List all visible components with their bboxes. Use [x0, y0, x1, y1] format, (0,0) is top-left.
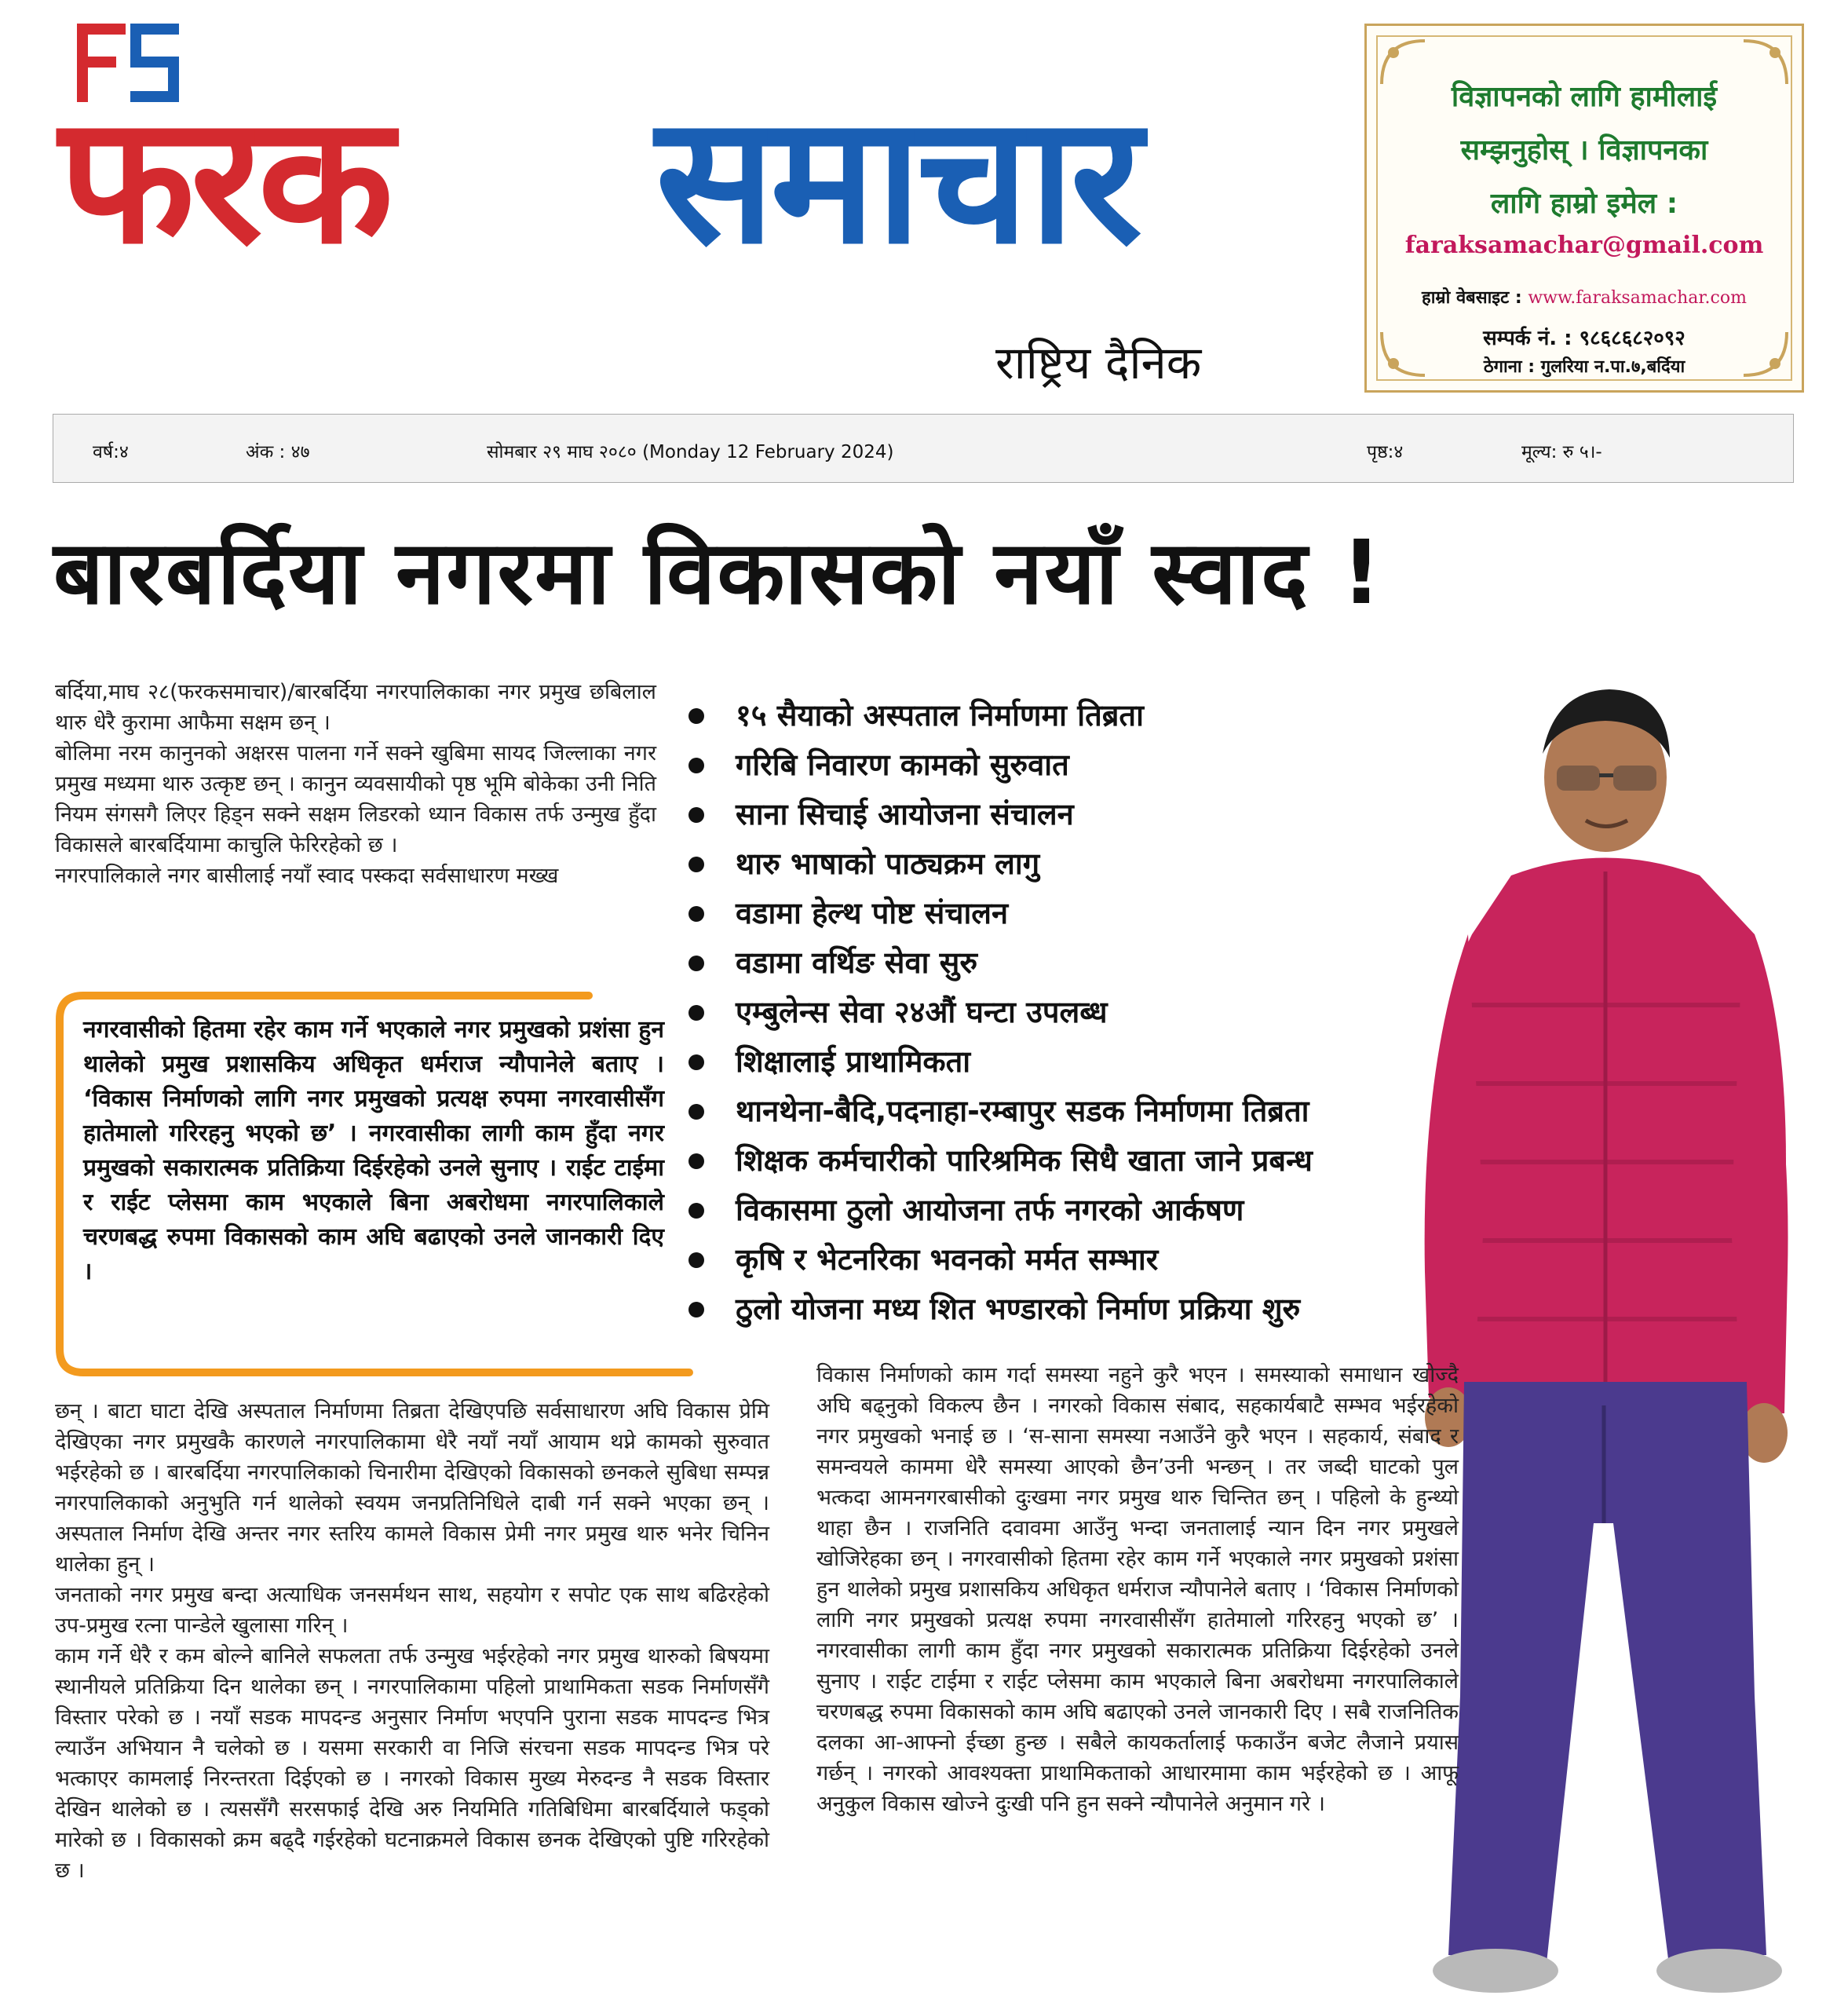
bullet-icon — [688, 708, 704, 724]
pull-quote-box — [55, 991, 693, 1377]
list-item-text: वडामा हेल्थ पोष्ट संचालन — [736, 896, 1009, 930]
ad-contact: सम्पर्क नं. : ९८६८६८२०९२ — [1483, 327, 1685, 350]
article-right-column — [816, 1360, 1459, 1819]
list-item — [687, 691, 1472, 740]
list-item-text: कृषि र भेटनरिका भवनको मर्मत सम्भार — [736, 1242, 1159, 1277]
page-number: पृष्ठ:४ — [1367, 442, 1404, 462]
bullet-icon — [688, 758, 704, 773]
intro-column — [55, 677, 656, 891]
bullet-icon — [688, 857, 704, 872]
article-left-column — [55, 1396, 769, 1886]
ad-line-1: विज्ञापनको लागि हामीलाई — [1451, 81, 1718, 113]
price: मूल्य: रु ५।- — [1521, 442, 1602, 462]
article-paragraph: जनताको नगर प्रमुख बन्दा अत्याधिक जनसर्मथन साथ, सहयोग र सपोट एक साथ बढिरहेको उप-प्रमुख रत्ना पान्डेले खुलासा गरिन् । — [55, 1583, 769, 1638]
list-item-text: वडामा वर्थिङ सेवा सुरु — [736, 945, 978, 980]
ad-website-link[interactable]: www.faraksamachar.com — [1528, 288, 1747, 308]
mayor-photo — [1417, 675, 1794, 2002]
article-paragraph: काम गर्ने धेरै र कम बोल्ने बानिले सफलता तर्फ उन्मुख भईरहेको नगर प्रमुख थारुको बिषयमा स्थानीयले प्रतिक्रिया दिन थालेका छन् । नगरपालिकामा पहिलो प्राथामिकता सडक निर्माणसँगै विस्तार परेको छ । नयाँ सडक मापदन्ड अनुसार निर्माण भएपनि पुराना सडक मापदन्ड भित्र ल्याउँन अभियान नै चलेको छ । यसमा सरकारी वा निजि संरचना सडक मापदन्ड भित्र परे भत्काएर कामलाई निरन्तरता दिईएको छ । नगरको विकास मुख्य मेरुदन्ड नै सडक विस्तार देखिन थालेको छ । त्यससँगै सरसफाई देखि अरु नियमिति गतिबिधिमा बारबर्दियाले फड्को मारेको छ । विकासको क्रम बढ्दै गईरहेको घटनाक्रमले विकास छनक देखिएको पुष्टि गरिरहेको छ । — [55, 1644, 769, 1883]
issue-info-bar — [53, 414, 1794, 483]
list-item — [687, 1186, 1472, 1235]
list-item-text: शिक्षालाई प्राथामिकता — [736, 1044, 971, 1079]
intro-paragraph: बर्दिया,माघ २८(फरकसमाचार)/बारबर्दिया नगरपालिकाका नगर प्रमुख छबिलाल थारु धेरै कुरामा आफैमा सक्षम छन् । — [55, 680, 656, 735]
list-item — [687, 1136, 1472, 1186]
headline: बारबर्दिया नगरमा विकासको नयाँ स्वाद ! — [53, 522, 1383, 624]
bullet-icon — [688, 1153, 704, 1169]
list-item — [687, 988, 1472, 1037]
list-item-text: विकासमा ठुलो आयोजना तर्फ नगरको आर्कषण — [736, 1193, 1244, 1227]
list-item — [687, 790, 1472, 839]
bullet-icon — [688, 807, 704, 823]
list-item-text: साना सिचाई आयोजना संचालन — [736, 797, 1074, 831]
intro-paragraph: नगरपालिकाले नगर बासीलाई नयाँ स्वाद पस्कदा सर्वसाधारण मख्ख — [55, 864, 559, 888]
ad-line-3: लागि हाम्रो इमेल : — [1490, 188, 1678, 220]
issue-number: अंक : ४७ — [246, 442, 310, 462]
bullet-icon — [688, 956, 704, 971]
bullet-icon — [688, 1005, 704, 1021]
list-item — [687, 1087, 1472, 1136]
ad-line-2: सम्झनुहोस् । विज्ञापनका — [1460, 134, 1708, 166]
list-item — [687, 1037, 1472, 1087]
list-item-text: थानथेना-बैदि,पदनाहा-रम्बापुर सडक निर्माणमा तिब्रता — [736, 1094, 1309, 1128]
highlights-list — [687, 691, 1472, 1334]
list-item — [687, 889, 1472, 938]
bullet-icon — [688, 1104, 704, 1120]
bullet-icon — [688, 1054, 704, 1070]
masthead-title-red: फरक — [59, 78, 389, 283]
bullet-icon — [688, 1302, 704, 1317]
ad-email[interactable]: faraksamachar@gmail.com — [1404, 232, 1764, 259]
bullet-icon — [688, 906, 704, 922]
issue-year: वर्ष:४ — [93, 442, 129, 462]
list-item-text: १५ सैयाको अस्पताल निर्माणमा तिब्रता — [736, 698, 1144, 733]
list-item — [687, 1285, 1472, 1334]
ad-website-label: हाम्रो वेबसाइट : — [1422, 288, 1522, 308]
list-item-text: गरिबि निवारण कामको सुरुवात — [736, 747, 1069, 782]
ad-address: ठेगाना : गुलरिया न.पा.७,बर्दिया — [1483, 357, 1685, 377]
list-item — [687, 938, 1472, 988]
advertisement-box — [1364, 24, 1804, 393]
ad-website-row — [1367, 285, 1802, 309]
list-item — [687, 740, 1472, 790]
intro-paragraph: बोलिमा नरम कानुनको अक्षरस पालना गर्ने सक्ने खुबिमा सायद जिल्लाका नगर प्रमुख मध्यमा थारु उत्कृष्ट छन् । कानुन व्यवसायीको पृष्ठ भूमि बोकेका उनी निति नियम संगसगै लिएर हिड्न सक्ने सक्षम लिडरको ध्यान विकास तर्फ उन्मुख हुँदा विकासले बारबर्दियामा काचुलि फेरिरहेको छ । — [55, 741, 656, 857]
list-item — [687, 839, 1472, 889]
list-item-text: एम्बुलेन्स सेवा २४औं घन्टा उपलब्ध — [736, 995, 1108, 1029]
issue-date: सोमबार २९ माघ २०८० (Monday 12 February 2024) — [487, 442, 894, 462]
bullet-icon — [688, 1252, 704, 1268]
list-item-text: थारु भाषाको पाठ्यक्रम लागु — [736, 846, 1040, 881]
article-paragraph: विकास निर्माणको काम गर्दा समस्या नहुने कुरै भएन । समस्याको समाधान खोज्दै अघि बढ्नुको विकल्प छैन । नगरको विकास संबाद, सहकार्यबाटै सम्भव भईरहेको नगर प्रमुखको भनाई छ । ‘स-साना समस्या नआउँने कुरै भएन । सहकार्य, संबाद र समन्वयले काममा धेरै समस्या आएको छैन’उनी भन्छन् । तर जब्दी घाटको पुल भत्कदा आमनगरबासीको दुःखमा नगर प्रमुख थारु चिन्तित छन् । पहिलो के हुन्थ्यो थाहा छैन । राजनिति दवावमा आउँनु भन्दा जनतालाई न्यान दिन नगर प्रमुखले खोजिरेहका छन् । नगरवासीको हितमा रहेर काम गर्ने भएकाले नगर प्रमुखको प्रशंसा हुन थालेको प्रमुख प्रशासकिय अधिकृत धर्मराज न्यौपानेले बताए । ‘विकास निर्माणको लागि नगर प्रमुखको प्रत्यक्ष रुपमा नगरवासीसँग हातेमालो गरिरहनु भएको छ’ । नगरवासीका लागी काम हुँदा नगर प्रमुखको सकारात्मक प्रतिक्रिया दिईरहेको उनले सुनाए । राईट टाईमा र राईट प्लेसमा काम भएकाले बिना अबरोधमा नगरपालिकाले चरणबद्ध रुपमा विकासको काम अघि बढाएको उनले जानकारी दिए । सबै राजनितिक दलका आ-आफ्नो ईच्छा हुन्छ । सबैले कायकर्तालाई फकाउँन बजेट लैजाने प्रयास गर्छन् । नगरको आवश्यक्ता प्राथामिकताको आधारमामा काम भईरहेको छ । आफू अनुकुल विकास खोज्ने दुःखी पनि हुन सक्ने न्यौपानेले अनुमान गरे । — [816, 1363, 1459, 1816]
list-item-text: शिक्षक कर्मचारीको पारिश्रमिक सिधै खाता जाने प्रबन्ध — [736, 1143, 1313, 1178]
bullet-icon — [688, 1203, 704, 1219]
article-paragraph: छन् । बाटा घाटा देखि अस्पताल निर्माणमा तिब्रता देखिएपछि सर्वसाधारण अघि विकास प्रेमि देखिएका नगर प्रमुखकै कारणले नगरपालिकामा धेरै नयाँ नयाँ आयाम थप्ने कामको सुरुवात भईरहेको छ । बारबर्दिया नगरपालिकाको चिनारीमा देखिएको विकासको छनकले सुबिधा सम्पन्न नगरपालिकाको अनुभुति गर्न थालेको स्वयम जनप्रतिनिधिले दाबी गर्न सक्ने भएका छन् । अस्पताल निर्माण देखि अन्तर नगर स्तरिय कामले विकास प्रेमी नगर प्रमुख थारु भनेर चिनिन थालेका हुन् । — [55, 1399, 769, 1577]
masthead-title-blue: समाचार — [656, 78, 1138, 283]
list-item — [687, 1235, 1472, 1285]
list-item-text: ठुलो योजना मध्य शित भण्डारको निर्माण प्रक्रिया शुरु — [736, 1292, 1301, 1326]
pull-quote-text: नगरवासीको हितमा रहेर काम गर्ने भएकाले नगर प्रमुखको प्रशंसा हुन थालेको प्रमुख प्रशासकिय अधिकृत धर्मराज न्यौपानेले बताए । ‘विकास निर्माणको लागि नगर प्रमुखको प्रत्यक्ष रुपमा नगरवासीसँग हातेमालो गरिरहनु भएको छ’ । नगरवासीका लागी काम हुँदा नगर प्रमुखको सकारात्मक प्रतिक्रिया दिईरहेको उनले सुनाए । राईट टाईमा र राईट प्लेसमा काम भएकाले बिना अबरोधमा नगरपालिकाले चरणबद्ध रुपमा विकासको काम अघि बढाएको उनले जानकारी दिए । — [83, 1016, 664, 1285]
masthead-tagline: राष्ट्रिय दैनिक — [995, 336, 1202, 389]
